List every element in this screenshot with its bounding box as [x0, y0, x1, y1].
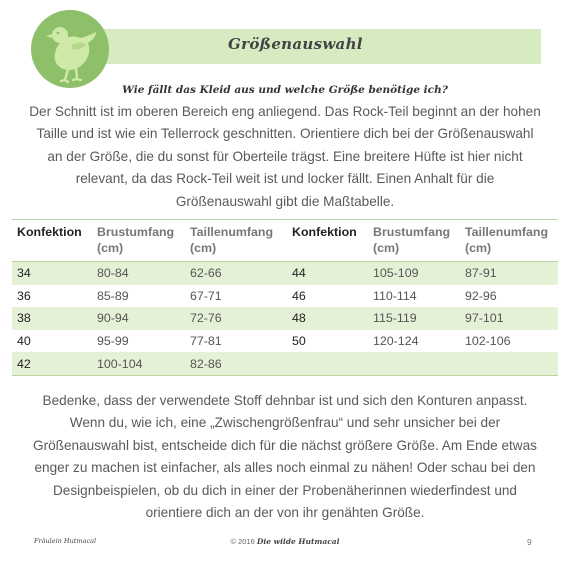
table-cell: 72-76 — [190, 311, 222, 326]
bird-logo-icon — [30, 9, 110, 89]
table-row — [12, 330, 558, 353]
table-cell: 46 — [292, 288, 306, 303]
table-cell: 40 — [17, 334, 31, 349]
header-konfektion: Konfektion — [17, 225, 82, 239]
table-header-row — [12, 220, 558, 262]
header-taillenumfang: Taillenumfang (cm) — [190, 225, 274, 255]
table-cell: 92-96 — [465, 288, 497, 303]
table-cell: 100-104 — [97, 356, 143, 371]
table-cell: 115-119 — [373, 311, 417, 326]
table-cell: 77-81 — [190, 334, 222, 349]
table-cell: 90-94 — [97, 311, 129, 326]
section-subtitle: Wie fällt das Kleid aus und welche Größe benötige ich? — [122, 84, 448, 96]
table-cell: 34 — [17, 266, 31, 281]
table-cell — [368, 352, 460, 375]
footer-copyright — [0, 537, 570, 546]
table-cell: 87-91 — [465, 266, 497, 281]
header-konfektion: Konfektion — [292, 225, 357, 239]
table-row — [12, 262, 558, 285]
table-cell: 80-84 — [97, 266, 129, 281]
table-cell: 67-71 — [190, 288, 222, 303]
table-cell: 120-124 — [373, 334, 419, 349]
table-row — [12, 307, 558, 330]
table-row — [12, 285, 558, 308]
table-cell: 105-109 — [373, 266, 419, 281]
table-cell: 102-106 — [465, 334, 511, 349]
copyright-text: © 2016 — [230, 537, 255, 546]
table-cell: 62-66 — [190, 266, 222, 281]
page-title: Größenauswahl — [228, 35, 363, 53]
header-brustumfang: Brustumfang (cm) — [373, 225, 451, 255]
table-cell: 97-101 — [465, 311, 504, 326]
table-cell: 85-89 — [97, 288, 129, 303]
table-row — [12, 352, 558, 375]
table-cell: 50 — [292, 334, 306, 349]
intro-paragraph: Der Schnitt ist im oberen Bereich eng anliegend. Das Rock-Teil beginnt an der hohen Taille und ist wie ein Tellerrock geschnitten. Orientiere dich bei der Größenauswahl an der Größe, die du sonst für Oberteile trägst. Eine breitere Hüfte ist hier nicht relevant, da das Rock-Teil weit ist und locker fällt. Einen Anhalt für die Größenauswahl gibt die Maßtabelle. — [29, 104, 541, 209]
table-cell: 38 — [17, 311, 31, 326]
table-cell: 42 — [17, 356, 31, 371]
table-cell — [287, 352, 368, 375]
table-cell — [460, 352, 558, 375]
size-table — [12, 219, 558, 376]
table-cell: 36 — [17, 288, 31, 303]
table-cell: 82-86 — [190, 356, 222, 371]
table-cell: 110-114 — [373, 288, 417, 303]
table-cell: 95-99 — [97, 334, 129, 349]
header-taillenumfang: Taillenumfang (cm) — [465, 225, 549, 255]
footer-signature: Fräulein Hutmacal — [34, 537, 97, 545]
table-cell: 48 — [292, 311, 306, 326]
header-brustumfang: Brustumfang (cm) — [97, 225, 175, 255]
table-cell: 44 — [292, 266, 306, 281]
brand-name: Die wilde Hutmacal — [256, 537, 340, 546]
closing-paragraph: Bedenke, dass der verwendete Stoff dehnbar ist und sich den Konturen anpasst. Wenn du, wie ich, eine „Zwischengrößenfrau“ und sehr unsicher bei der Größenauswahl bist, entscheide dich für die nächst größere Größe. Am Ende etwas enger zu machen ist einfacher, als alles noch einmal zu nähen! Oder schau bei den Designbeispielen, ob du dich in einer der Probenäherinnen wiederfindest und orientiere dich an der von ihr genähten Größe. — [33, 393, 537, 521]
page-number: 9 — [527, 537, 532, 547]
